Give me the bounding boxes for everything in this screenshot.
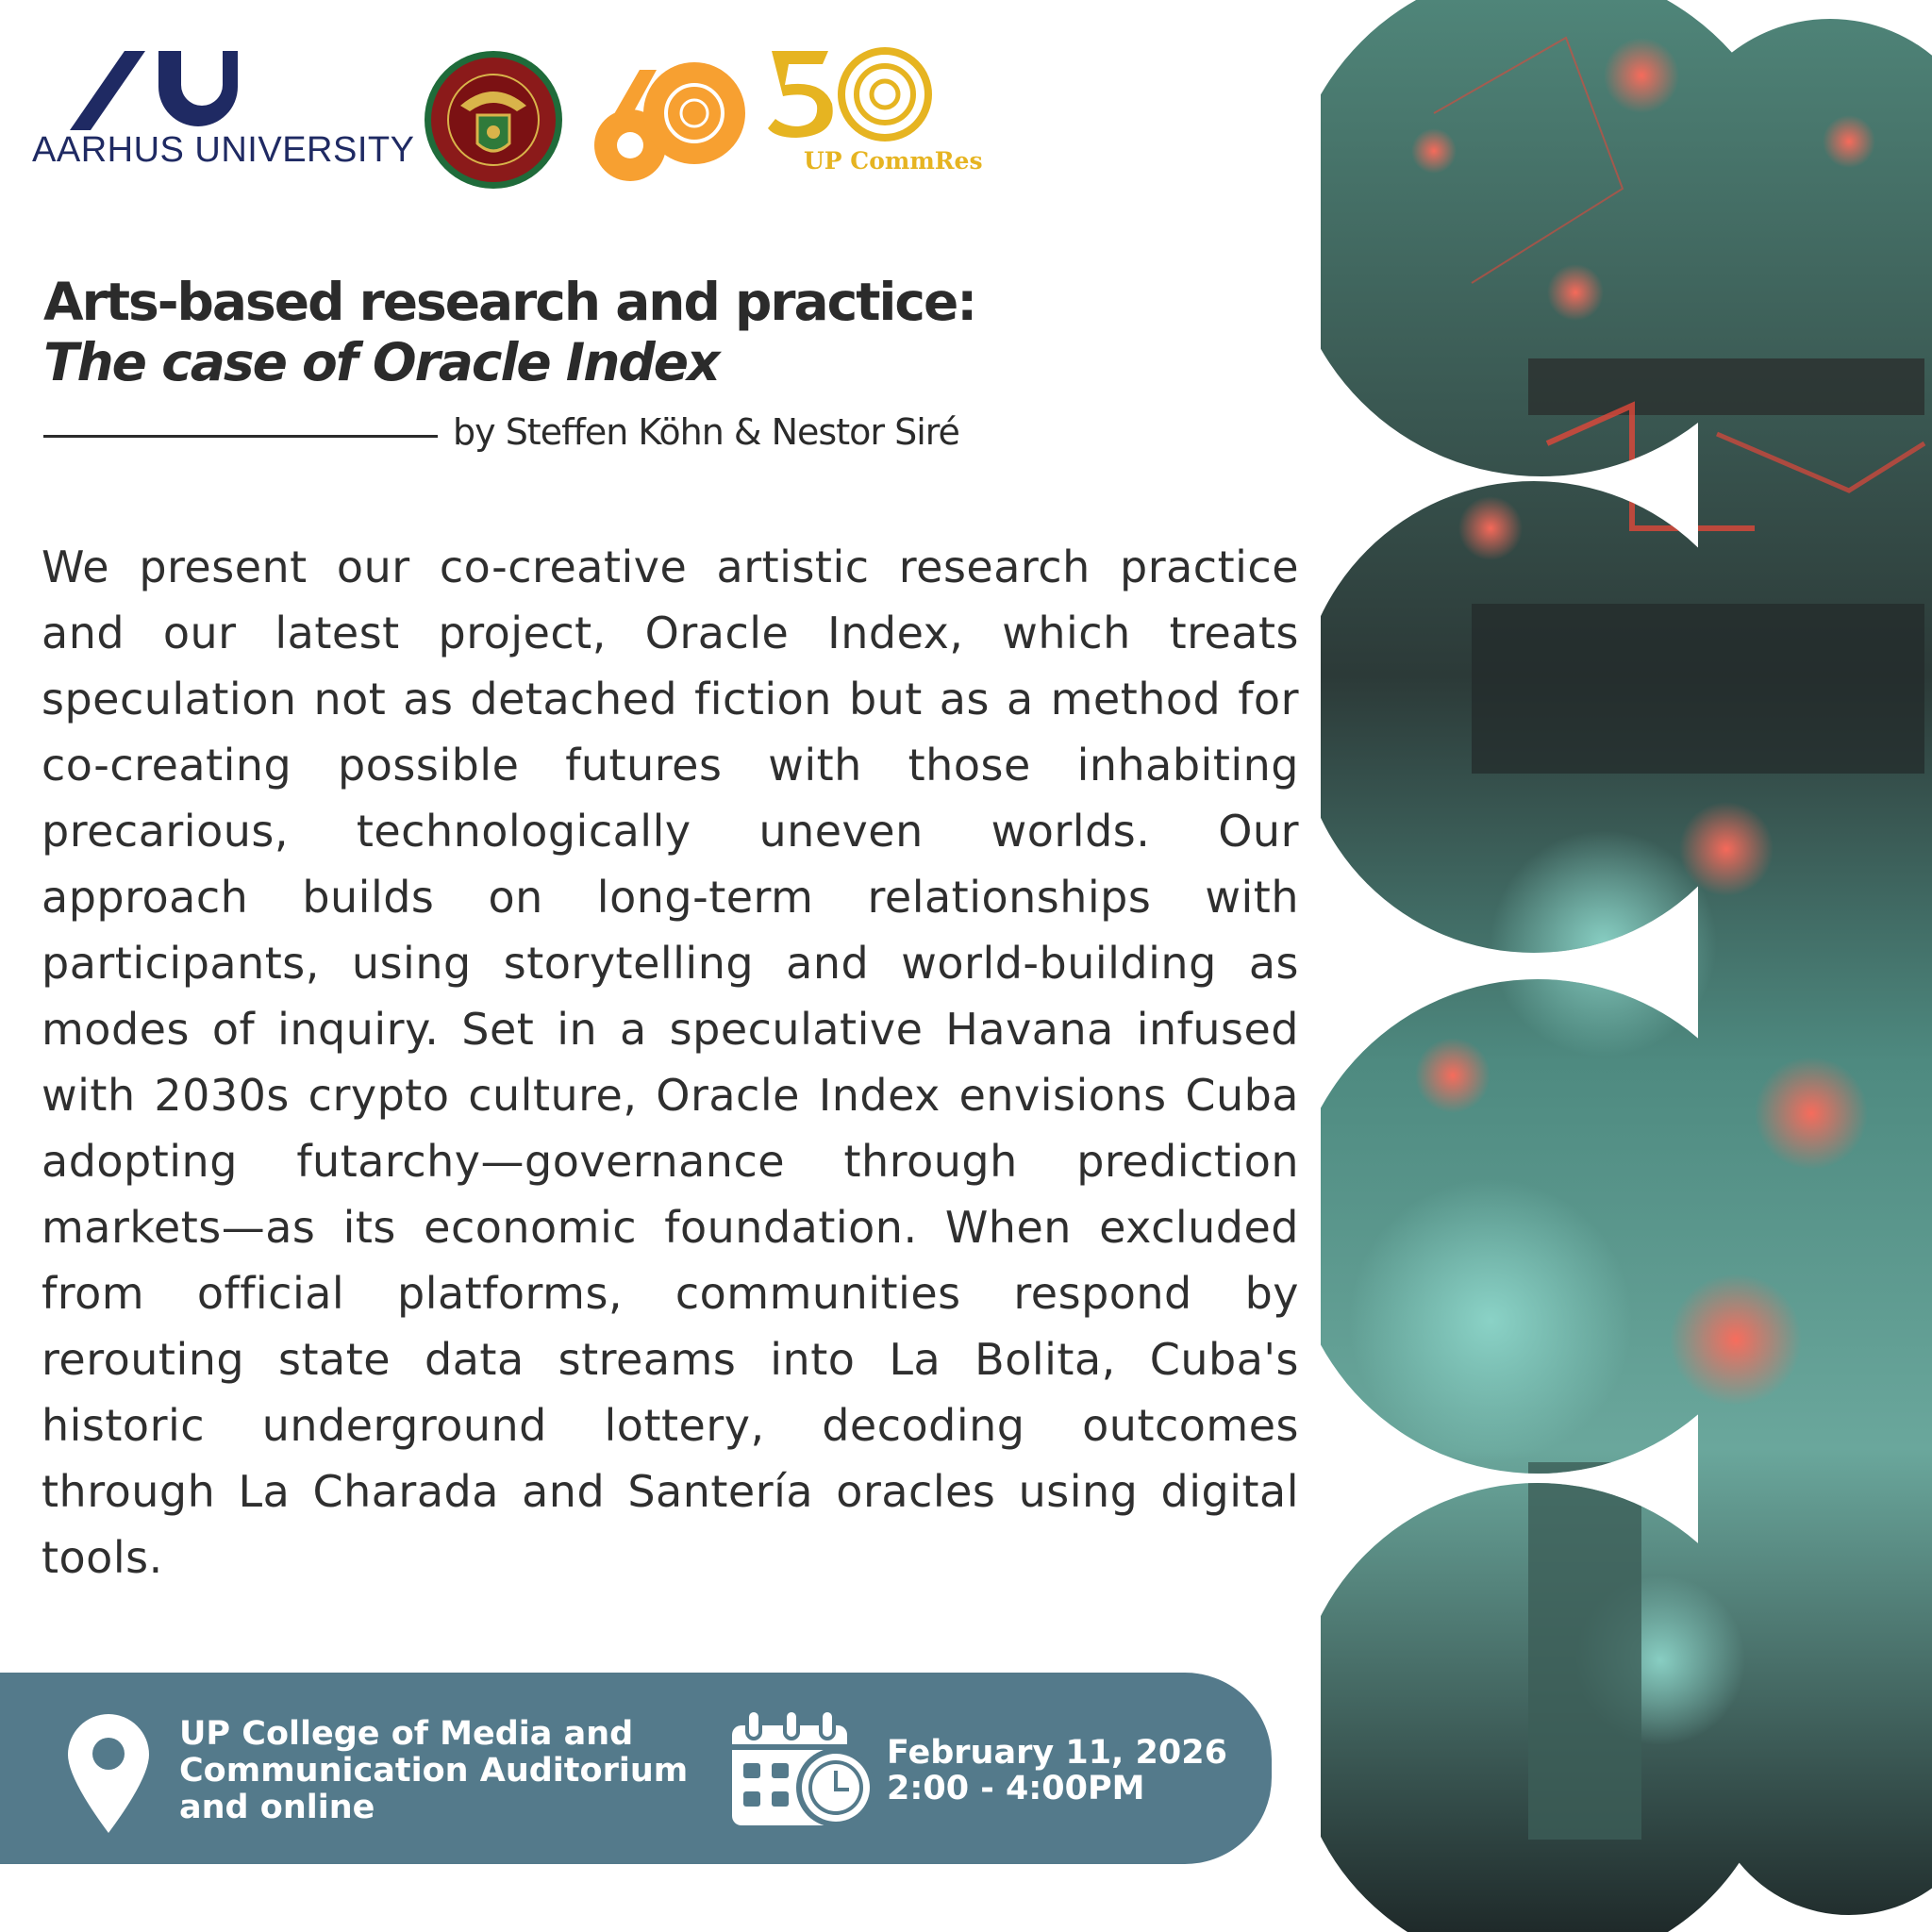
byline-divider <box>43 435 438 438</box>
venue-line: UP College of Media and <box>179 1715 634 1753</box>
aarhus-university-logo <box>32 47 415 198</box>
calendar-clock-icon <box>730 1707 881 1829</box>
event-date: February 11, 2026 <box>887 1734 1227 1772</box>
talk-title-subtitle: The case of Oracle Index <box>43 332 719 392</box>
university-of-the-philippines-seal-icon <box>423 49 564 191</box>
photo-collage <box>1321 0 1932 1932</box>
commres-wordmark: UP CommRes <box>804 147 983 175</box>
aarhus-university-wordmark: AARHUS UNIVERSITY <box>32 130 415 170</box>
location-pin-icon <box>66 1712 151 1835</box>
event-time: 2:00 - 4:00PM <box>887 1770 1145 1807</box>
abstract-paragraph: We present our co-creative artistic research practice and our latest project, Oracle Index, which treats speculation not as detached fiction but as a method for co-creating possible futures with those inhabiting precarious, technologically uneven worlds. Our approach builds on long-term relationships with participants, using storytelling and world-building as modes of inquiry. Set in a speculative Havana infused with 2030s crypto culture, Oracle Index envisions Cuba adopting futarchy—governance through prediction markets—as its economic foundation. When excluded from official platforms, communities respond by rerouting state data streams into La Bolita, Cuba's historic underground lottery, decoding outcomes through La Charada and Santería oracles using digital tools. <box>42 541 1299 1583</box>
up-commres-logo <box>762 42 989 192</box>
aarhus-arc-icon <box>68 47 238 132</box>
event-datetime <box>887 1735 1227 1807</box>
venue-line: Communication Auditorium <box>179 1752 689 1790</box>
sixty-anniversary-logo-icon <box>589 51 749 192</box>
talk-title <box>43 272 975 392</box>
venue-line: and online <box>179 1789 375 1826</box>
speakers-byline: by Steffen Köhn & Nestor Siré <box>453 411 959 453</box>
event-info-bar <box>0 1673 1272 1864</box>
event-venue <box>179 1716 708 1826</box>
logo-row <box>32 38 983 189</box>
talk-title-main: Arts-based research and practice: <box>43 272 976 332</box>
fifty-anniversary-swirl-icon <box>762 42 951 145</box>
